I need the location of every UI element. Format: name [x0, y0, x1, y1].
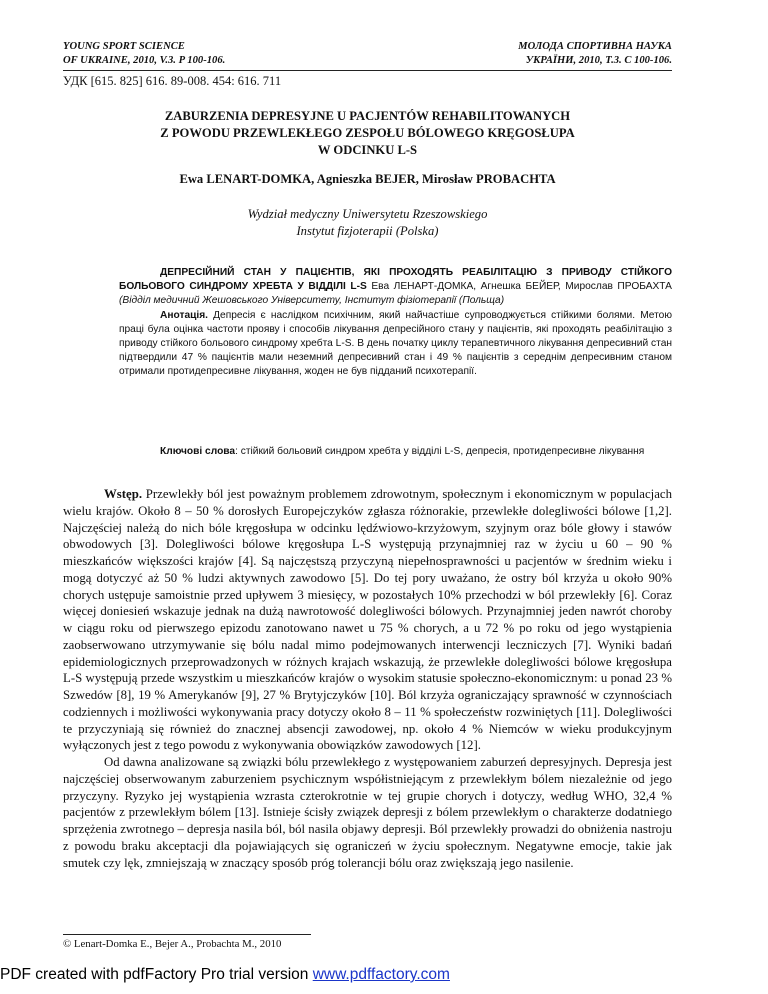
article-affiliation — [63, 206, 672, 240]
pdffactory-link[interactable]: www.pdffactory.com — [312, 966, 450, 983]
ukrainian-summary — [119, 266, 672, 380]
banner-text: PDF created with pdfFactory Pro trial version — [0, 966, 313, 983]
body-paragraph-2: Od dawna analizowane są związki bólu przewlekłego z występowaniem zaburzeń depresyjnych. Depresja jest najczęściej obserwowanym zaburzeniem psychicznym współistniejącym z przewlekłym bólem niezależnie od jego przyczyny. Ryzyko jej wystąpienia wzrasta czterokrotnie w tej grupie chorych i dotyczy, według WHO, 32,4 % pacjentów z przewlekłym bólem [13]. Istnieje ścisły związek depresji z bólem przewlekłym o charakterze dodatniego sprzężenia zwrotnego – depresja nasila ból, ból nasila objawy depresji. Ból przewlekły prowadzi do obniżenia nastroju z powodu braku akceptacji dla pojawiających się ograniczeń w życiu społecznym. Negatywne emocje, takie jak smutek czy lęk, zmniejszają w znaczący sposób próg tolerancji bólu oraz zwiększają jego nasilenie. — [63, 755, 672, 870]
affiliation-line2: Instytut fizjoterapii (Polska) — [296, 224, 439, 238]
udc-code: УДК [615. 825] 616. 89-008. 454: 616. 711 — [63, 74, 282, 88]
journal-header-ua-line2: УКРАЇНИ, 2010, Т.3. С 100-106. — [525, 55, 672, 66]
keywords-label: Ключові слова — [160, 446, 236, 457]
article-title — [63, 108, 672, 159]
ukrainian-title: ДЕПРЕСІЙНИЙ СТАН У ПАЦІЄНТІВ, ЯКІ ПРОХОДЯТЬ РЕАБІЛІТАЦІЮ З ПРИВОДУ СТІЙКОГО БОЛЬОВОГО СИНДРОМУ ХРЕБТА У ВІДДІЛІ L-S — [119, 267, 672, 293]
affiliation-line1: Wydział medyczny Uniwersytetu Rzeszowskiego — [247, 207, 488, 221]
article-authors: Ewa LENART-DOMKA, Agnieszka BEJER, Mirosław PROBACHTA — [179, 172, 556, 186]
journal-header-ua — [518, 40, 672, 68]
ukrainian-keywords — [119, 445, 672, 459]
intro-label: Wstęp. — [104, 487, 143, 501]
pdf-creator-banner — [0, 966, 450, 984]
ukrainian-abstract — [119, 309, 672, 380]
body-paragraph-1 — [63, 486, 672, 754]
footnote-rule — [63, 934, 311, 935]
journal-header-en-line2: OF UKRAINE, 2010, V.3. P 100-106. — [63, 55, 226, 66]
ukrainian-authors: Ева ЛЕНАРТ-ДОМКА, Агнешка БЕЙЕР, Мирослав ПРОБАХТА — [366, 281, 672, 293]
abstract-label: Анотація. — [160, 309, 209, 321]
article-title-line1: ZABURZENIA DEPRESYJNE U PACJENTÓW REHABILITOWANYCH — [164, 109, 571, 123]
header-rule — [63, 70, 672, 71]
keywords-paragraph — [119, 445, 672, 459]
body-paragraph-1-text: Przewlekły ból jest poważnym problemem zdrowotnym, społecznym i ekonomicznym w populacjach wielu krajów. Około 8 – 50 % dorosłych Europejczyków zgłasza różnorakie, przewlekłe dolegliwości bólowe [1,2]. Najczęściej należą do nich bóle kręgosłupa w odcinku lędźwiowo-krzyżowym, szyjnym oraz bóle głowy i stawów obwodowych [3]. Dolegliwości bólowe kręgosłupa L-S występują przynajmniej raz w życiu u 60 – 90 % mieszkańców większości krajów [4]. Są najczęstszą przyczyną niepełnosprawności u pacjentów w średnim wieku i mogą dotyczyć aż 50 % ludzi aktywnych zawodowo [5]. Do tej pory uważano, że ostry ból krzyża u około 90% chorych ustępuje samoistnie przed upływem 3 miesięcy, w pozostałych 10% przechodzi w ból przewlekły [6]. Coraz więcej doniesień wskazuje jednak na dużą nawrotowość dolegliwości bólowych. Przynajmniej jeden nawrót choroby w ciągu roku od pierwszego epizodu zanotowano nawet u 75 % chorych, a u 72 % po roku od jego wystąpienia zaobserwowano utrzymywanie się bólu nadal mimo podejmowanych interwencji leczniczych [7]. Wyniki badań epidemiologicznych przeprowadzonych w różnych krajach wskazują, że przewlekłe dolegliwości bólowe kręgosłupa L-S występują przede wszystkim u mieszkańców krajów o wysokim statusie społeczno-ekonomicznym: u ponad 23 % Szwedów [8], 19 % Amerykanów [9], 27 % Brytyjczyków [10]. Ból krzyża ograniczający sprawność w czynnościach codziennych i możliwości wykonywania pracy dotyczy około 8 – 11 % społeczeństw rozwiniętych [11]. Dolegliwości te przyczyniają się również do znacznej absencji zawodowej, np. około 4 % Niemców w wieku produkcyjnym wyłączonych jest z tego powodu z wykonywania obowiązków zawodowych [12]. — [63, 487, 672, 753]
article-title-line3: W ODCINKU L-S — [317, 143, 418, 157]
article-title-line2: Z POWODU PRZEWLEKŁEGO ZESPOŁU BÓLOWEGO KRĘGOSŁUPA — [160, 126, 575, 140]
copyright-footnote: © Lenart-Domka E., Bejer A., Probachta M., 2010 — [63, 938, 282, 950]
journal-header-en — [63, 40, 225, 68]
abstract-text: Депресія є наслідком психічним, який найчастіше супроводжується стійкими болями. Метою праці була оцінка частоти прояву і способів лікування депресійного стану у пацієнтів, які проходять реабілітацію з приводу стійкого больового синдрому хребта L-S. В день початку циклу терапевтичного лікування депресивний стан підтвердили 47 % пацієнтів мали неземний депресивний стан і 49 % пацієнтів з середнім депресивним станом отримали протидепресивне лікування, жоден не був підданий психотерапії. — [119, 309, 672, 378]
article-body — [63, 486, 672, 871]
journal-header-ua-line1: МОЛОДА СПОРТИВНА НАУКА — [518, 41, 672, 52]
keywords-text: : стійкий больовий синдром хребта у відділі L-S, депресія, протидепресивне лікування — [235, 446, 645, 457]
ukrainian-affiliation: (Відділ медичний Жешовського Університету, Інститут фізіотерапії (Польща) — [119, 295, 505, 307]
journal-header-en-line1: YOUNG SPORT SCIENCE — [63, 41, 185, 52]
ukrainian-title-paragraph — [119, 266, 672, 309]
